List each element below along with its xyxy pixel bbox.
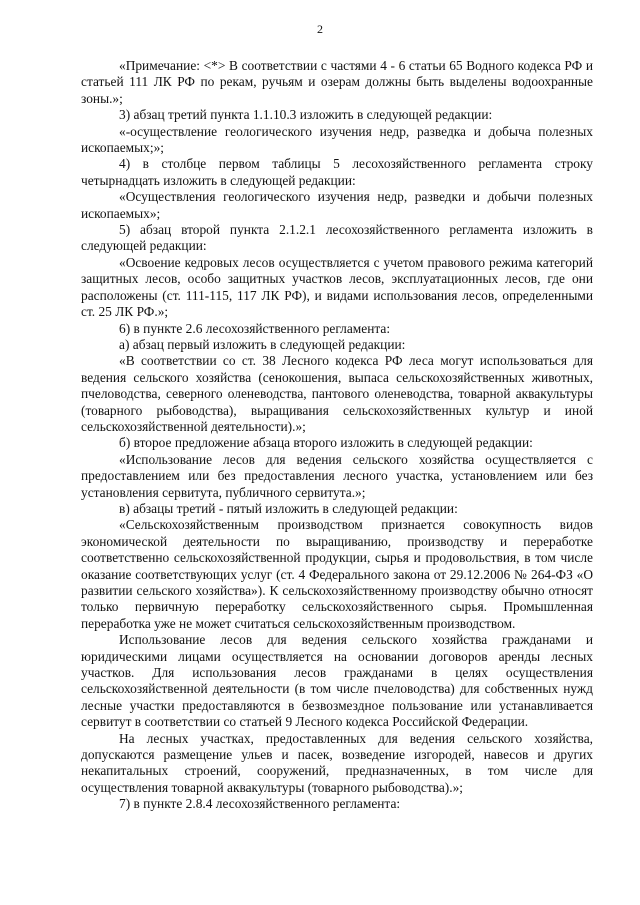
paragraph-item-6v: в) абзацы третий - пятый изложить в следующей редакции:: [119, 500, 458, 516]
paragraph-geology-quote: «-осуществление геологического изучения недр, разведка и добыча полезных ископаемых;»;: [81, 123, 593, 156]
paragraph-item-6a: а) абзац первый изложить в следующей редакции:: [119, 336, 406, 352]
page-number: 2: [317, 22, 323, 36]
paragraph-item-7: 7) в пункте 2.8.4 лесохозяйственного регламента:: [119, 796, 401, 812]
document-body: [81, 58, 593, 813]
paragraph-item-4: 4) в столбце первом таблицы 5 лесохозяйственного регламента строку четырнадцать изложить в следующей редакции:: [81, 156, 593, 188]
paragraph-item-6: 6) в пункте 2.6 лесохозяйственного регламента:: [119, 320, 391, 336]
paragraph-note-water-zones: «Примечание: <*> В соответствии с частями 4 - 6 статьи 65 Водного кодекса РФ и статьей 111 ЛК РФ по рекам, ручьям и озерам должны быть выделены водоохранные зоны.»;: [81, 58, 593, 106]
paragraph-servitude-quote: «Использование лесов для ведения сельского хозяйства осуществляется с предоставлением или без предоставления лесного участка, установлением или без установления сервитута, публичного сервитута.»;: [81, 451, 593, 500]
paragraph-item-6b: б) второе предложение абзаца второго изложить в следующей редакции:: [119, 435, 533, 451]
paragraph-agriculture-use-quote: «В соответствии со ст. 38 Лесного кодекса РФ леса могут использоваться для ведения сельского хозяйства (сенокошения, выпаса сельскохозяйственных животных, пчеловодства, северного оленеводства, пантового оленеводства, товарной аквакультуры (товарного рыбоводства), выращивания сельскохозяйственных культур и иной сельскохозяйственной деятельности).»;: [81, 353, 593, 434]
paragraph-lease-agreements: Использование лесов для ведения сельского хозяйства гражданами и юридическими лицами осуществляется на основании договоров аренды лесных участков. Для использования лесов гражданами в целях осуществления сельскохозяйственной деятельности (в том числе пчеловодства) для собственных нужд лесные участки предоставляются в безвозмездное пользование или устанавливается сервитут в соответствии со статьей 9 Лесного кодекса Российской Федерации.: [81, 632, 593, 730]
paragraph-cedar-forests-quote: «Освоение кедровых лесов осуществляется с учетом правового режима категорий защитных лесов, особо защитных участков лесов, эксплуатационных лесов, где они расположены (ст. 111-115, 117 ЛК РФ), и видами использования лесов, определенными ст. 25 ЛК РФ.»;: [81, 254, 593, 320]
paragraph-item-3: 3) абзац третий пункта 1.1.10.3 изложить в следующей редакции:: [119, 107, 493, 123]
paragraph-geology-row-quote: «Осуществления геологического изучения недр, разведки и добычи полезных ископаемых»;: [81, 189, 593, 221]
paragraph-item-5: 5) абзац второй пункта 2.1.2.1 лесохозяйственного регламента изложить в следующей редакции:: [81, 222, 593, 254]
paragraph-beehives-structures: На лесных участках, предоставленных для ведения сельского хозяйства, допускаются размещение ульев и пасек, возведение изгородей, навесов и других некапитальных строений, сооружений, предназначенных, в том числе для осуществления товарной аквакультуры (товарного рыбоводства).»;: [81, 730, 593, 795]
paragraph-agri-production-quote: «Сельскохозяйственным производством признается совокупность видов экономической деятельности по выращиванию, производству и переработке соответственно сельскохозяйственной продукции, сырья и продовольствия, в том числе оказание соответствующих услуг (ст. 4 Федерального закона от 29.12.2006 № 264-ФЗ «О развитии сельского хозяйства»). К сельскохозяйственному производству обычно относят только первичную переработку сельскохозяйственного сырья. Промышленная переработка уже не может считаться сельскохозяйственным производством.: [81, 517, 593, 631]
